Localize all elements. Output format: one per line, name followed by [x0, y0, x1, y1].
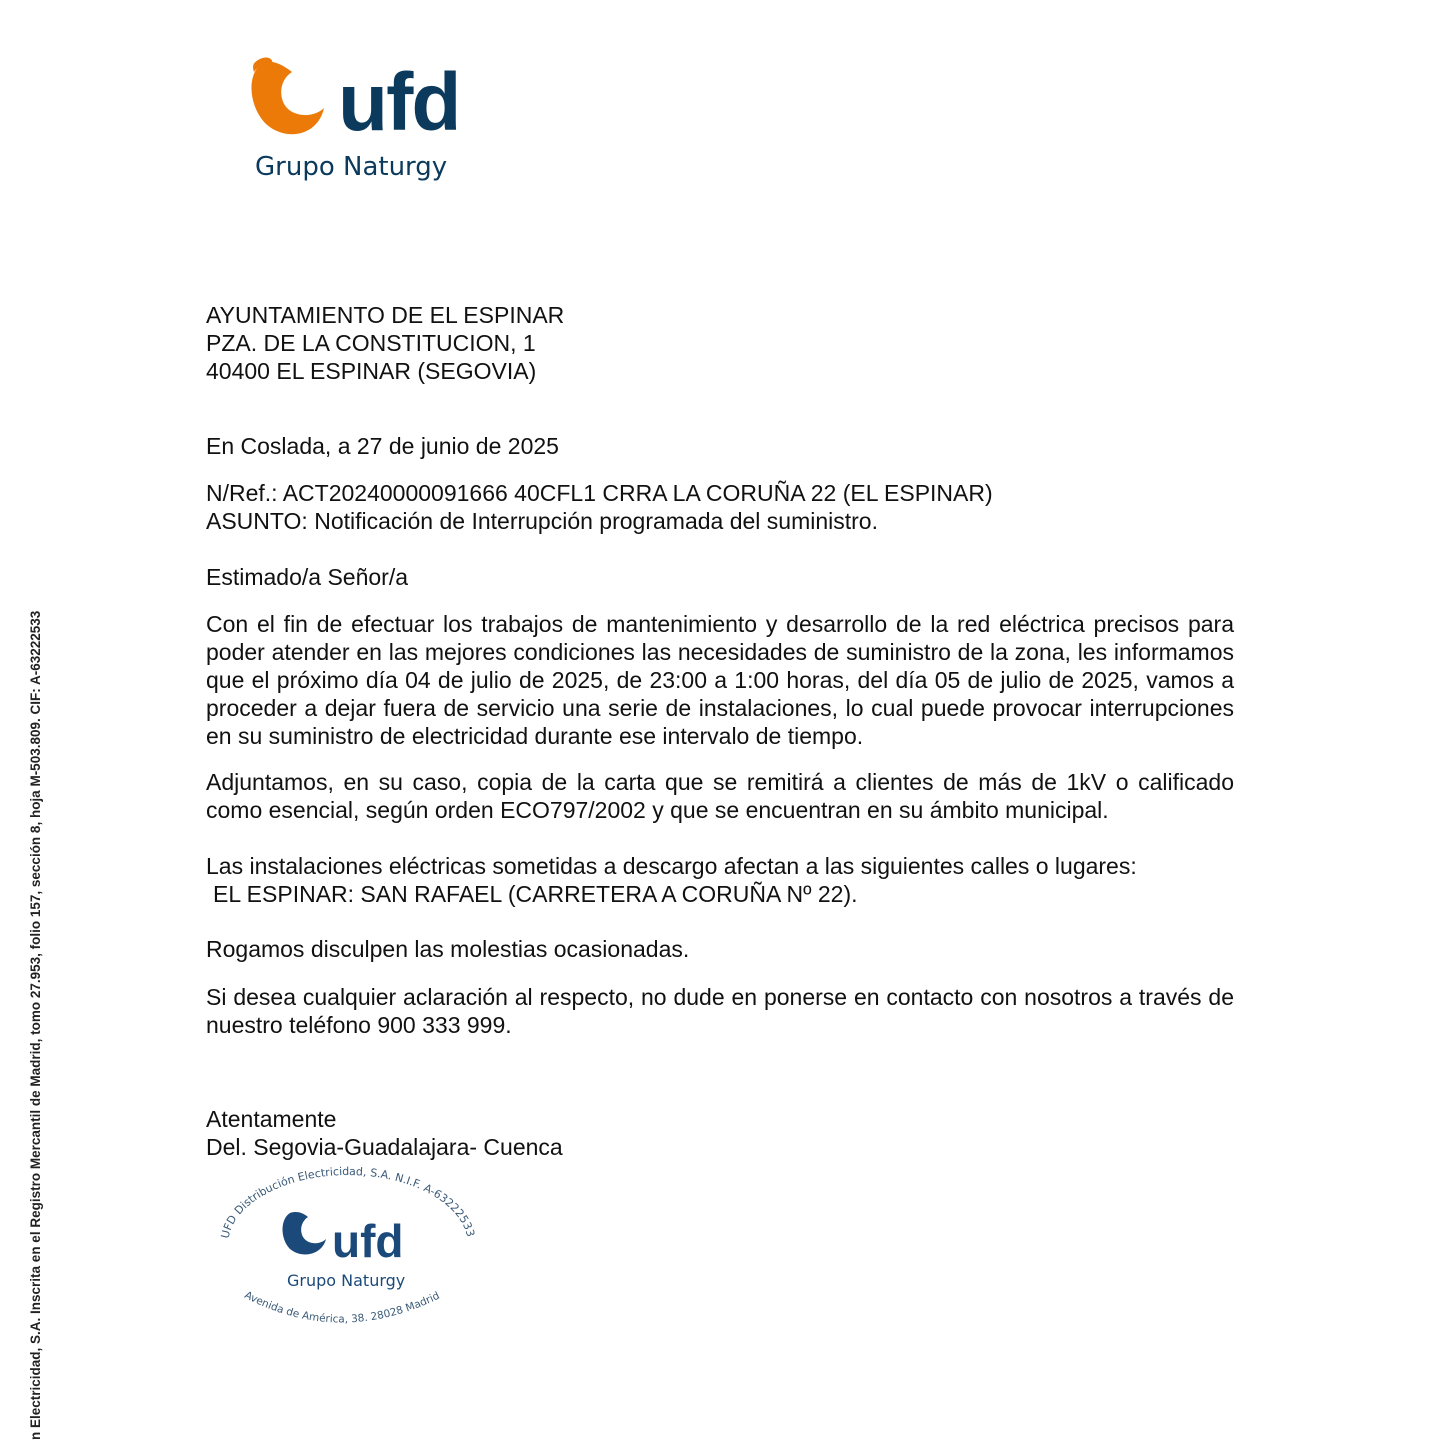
body-paragraph-5: [206, 983, 1234, 1039]
paragraph-text: Con el fin de efectuar los trabajos de mantenimiento y desarrollo de la red eléctrica precisos para poder atender en las mejores condiciones las necesidades de suministro de la zona, les informamos que el próximo día 04 de julio de 2025, de 23:00 a 1:00 horas, del día 05 de julio de 2025, vamos a proceder a dejar fuera de servicio una serie de instalaciones, lo cual puede provocar interrupciones en su suministro de electricidad durante ese intervalo de tiempo.: [206, 611, 1234, 749]
greeting: [206, 563, 1234, 591]
body-paragraph-3: [206, 852, 1234, 908]
paragraph-text: Si desea cualquier aclaración al respecto, no dude en ponerse en contacto con nosotros a través de nuestro teléfono 900 333 999.: [206, 984, 1234, 1038]
greeting-text: Estimado/a Señor/a: [206, 564, 409, 590]
company-stamp: [210, 1165, 480, 1340]
logo-subtitle: Grupo Naturgy: [255, 152, 448, 182]
reference-line: N/Ref.: ACT20240000091666 40CFL1 CRRA LA CORUÑA 22 (EL ESPINAR): [206, 480, 993, 506]
signature-office: Del. Segovia-Guadalajara- Cuenca: [206, 1134, 563, 1160]
stamp-top-text: UFD Distribución Electricidad, S.A. N.I.F. A-63222533: [218, 1165, 478, 1240]
logo-swoosh-icon: [251, 61, 324, 134]
body-paragraph-1: [206, 610, 1234, 750]
svg-text:Avenida de América, 38. 28028: [243, 1289, 442, 1325]
recipient-line: 40400 EL ESPINAR (SEGOVIA): [206, 358, 537, 384]
registry-note: n Electricidad, S.A. Inscrita en el Registro Mercantil de Madrid, tomo 27.953, folio 157, sección 8, hoja M-503.809. CIF: A-63222533: [28, 610, 43, 1440]
logo-brand-text: ufd: [338, 57, 460, 148]
body-paragraph-2: [206, 768, 1234, 824]
subject-line: ASUNTO: Notificación de Interrupción programada del suministro.: [206, 508, 878, 534]
body-paragraph-4: [206, 935, 1234, 963]
paragraph-text: Rogamos disculpen las molestias ocasionadas.: [206, 936, 690, 962]
paragraph-text: Las instalaciones eléctricas sometidas a descargo afectan a las siguientes calles o lugares:: [206, 853, 1137, 879]
recipient-address: [206, 301, 1234, 385]
recipient-line: AYUNTAMIENTO DE EL ESPINAR: [206, 302, 565, 328]
stamp-brand: ufd: [332, 1215, 404, 1267]
stamp-subtitle: Grupo Naturgy: [287, 1271, 406, 1290]
stamp-swoosh-icon: [283, 1212, 327, 1254]
affected-location: EL ESPINAR: SAN RAFAEL (CARRETERA A CORUÑA Nº 22).: [213, 881, 858, 907]
recipient-line: PZA. DE LA CONSTITUCION, 1: [206, 330, 536, 356]
closing-block: [206, 1105, 1234, 1161]
reference-block: [206, 479, 1234, 535]
stamp-bottom-text: Avenida de América, 38. 28028 Madrid: [242, 1289, 442, 1326]
paragraph-text: Adjuntamos, en su caso, copia de la carta que se remitirá a clientes de más de 1kV o calificado como esencial, según orden ECO797/2002 y que se encuentran en su ámbito municipal.: [206, 769, 1234, 823]
date-text: En Coslada, a 27 de junio de 2025: [206, 433, 559, 459]
closing-line: Atentamente: [206, 1106, 337, 1132]
letter-date: [206, 432, 1234, 460]
